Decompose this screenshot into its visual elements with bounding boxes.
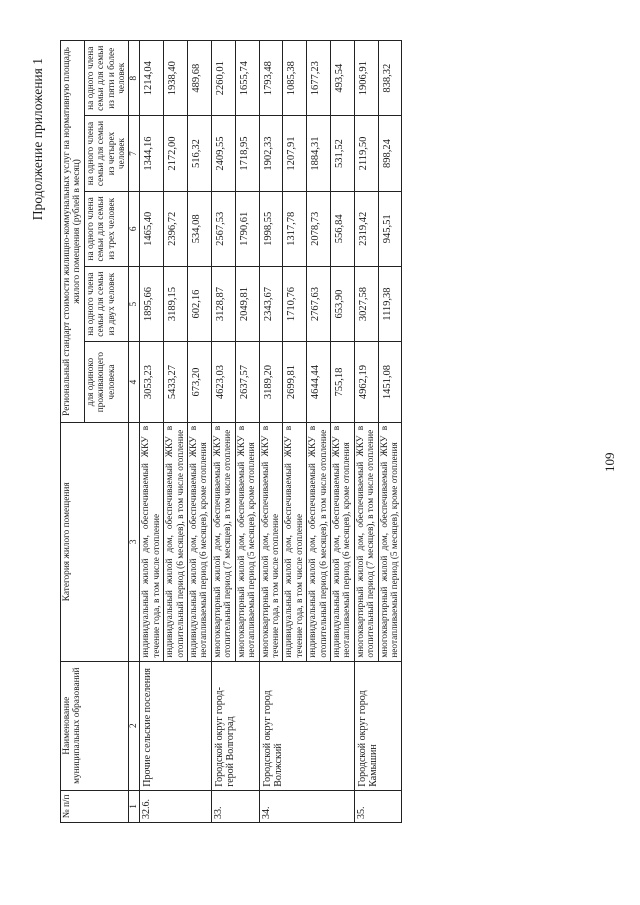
col-index: 5 bbox=[129, 266, 140, 341]
table-row bbox=[259, 41, 283, 823]
value-four: 1902,33 bbox=[259, 116, 283, 191]
value-single: 4644,44 bbox=[307, 342, 331, 423]
col-index: 4 bbox=[129, 342, 140, 423]
header-sub-1: для одиноко проживающего человека bbox=[84, 342, 129, 423]
value-five: 1677,23 bbox=[307, 41, 331, 116]
value-three: 556,84 bbox=[330, 191, 354, 266]
col-index: 8 bbox=[129, 41, 140, 116]
table-row bbox=[140, 41, 164, 823]
value-single: 2637,57 bbox=[235, 342, 259, 423]
header-standard: Региональный стандарт стоимости жилищно-коммунальных услуг на нормативную площадь жилого помещения (рублей в месяц) bbox=[61, 41, 85, 423]
value-four: 2119,50 bbox=[354, 116, 378, 191]
header-row-1 bbox=[61, 41, 85, 823]
value-single: 673,20 bbox=[188, 342, 212, 423]
value-three: 2319,42 bbox=[354, 191, 378, 266]
value-two: 1710,76 bbox=[283, 266, 307, 341]
table-row bbox=[211, 41, 235, 823]
value-three: 2567,53 bbox=[211, 191, 235, 266]
value-four: 531,52 bbox=[330, 116, 354, 191]
value-three: 534,08 bbox=[188, 191, 212, 266]
housing-category: индивидуальный жилой дом, обеспечиваемый ЖКУ в течение года, в том числе отопление bbox=[140, 422, 164, 661]
housing-category: индивидуальный жилой дом, обеспечиваемый ЖКУ в отопительный период (6 месяцев), в том числе отопление bbox=[164, 422, 188, 661]
value-single: 4962,19 bbox=[354, 342, 378, 423]
value-two: 3027,58 bbox=[354, 266, 378, 341]
value-five: 489,68 bbox=[188, 41, 212, 116]
municipality-name: Городской округ город-герой Волгоград bbox=[211, 661, 259, 790]
value-single: 3053,23 bbox=[140, 342, 164, 423]
header-no: № п/п bbox=[61, 790, 129, 822]
value-two: 2767,63 bbox=[307, 266, 331, 341]
municipality-name: Городской округ город Камышин bbox=[354, 661, 402, 790]
value-single: 4623,03 bbox=[211, 342, 235, 423]
value-two: 1119,38 bbox=[378, 266, 402, 341]
value-two: 1895,66 bbox=[140, 266, 164, 341]
value-five: 493,54 bbox=[330, 41, 354, 116]
column-index-row bbox=[129, 41, 140, 823]
value-two: 653,90 bbox=[330, 266, 354, 341]
value-four: 1884,31 bbox=[307, 116, 331, 191]
municipality-name: Городской округ город Волжский bbox=[259, 661, 354, 790]
value-five: 2260,01 bbox=[211, 41, 235, 116]
housing-category: многоквартирный жилой дом, обеспечиваемый ЖКУ в отопительный период (7 месяцев), в том числе отопление bbox=[211, 422, 235, 661]
col-index: 2 bbox=[129, 661, 140, 790]
value-five: 1906,91 bbox=[354, 41, 378, 116]
value-three: 945,51 bbox=[378, 191, 402, 266]
appendix-heading: Продолжение приложения 1 bbox=[30, 58, 45, 221]
table-row bbox=[354, 41, 378, 823]
header-sub-2: на одного члена семьи для семьи из двух человек bbox=[84, 266, 129, 341]
value-five: 1793,48 bbox=[259, 41, 283, 116]
row-number: 35. bbox=[354, 790, 402, 822]
value-two: 3128,87 bbox=[211, 266, 235, 341]
header-sub-5: на одного члена семьи для семьи из пяти и более человек bbox=[84, 41, 129, 116]
value-single: 1451,08 bbox=[378, 342, 402, 423]
header-category: Категория жилого помещения bbox=[61, 422, 129, 661]
value-five: 1655,74 bbox=[235, 41, 259, 116]
value-single: 3189,20 bbox=[259, 342, 283, 423]
value-single: 755,18 bbox=[330, 342, 354, 423]
value-single: 5433,27 bbox=[164, 342, 188, 423]
value-two: 2343,67 bbox=[259, 266, 283, 341]
housing-category: индивидуальный жилой дом, обеспечиваемый ЖКУ в неотапливаемый период (6 месяцев), кроме отопления bbox=[188, 422, 212, 661]
col-index: 7 bbox=[129, 116, 140, 191]
housing-category: многоквартирный жилой дом, обеспечиваемый ЖКУ в течение года, в том числе отопление bbox=[259, 422, 283, 661]
value-four: 1344,16 bbox=[140, 116, 164, 191]
value-five: 838,32 bbox=[378, 41, 402, 116]
page-number: 109 bbox=[602, 452, 617, 472]
col-index: 6 bbox=[129, 191, 140, 266]
col-index: 3 bbox=[129, 422, 140, 661]
municipality-name: Прочие сельские поселения bbox=[140, 661, 211, 790]
housing-category: многоквартирный жилой дом, обеспечиваемый ЖКУ в отопительный период (7 месяцев), в том числе отопление bbox=[354, 422, 378, 661]
housing-category: многоквартирный жилой дом, обеспечиваемый ЖКУ в неотапливаемый период (5 месяцев), кроме отопления bbox=[378, 422, 402, 661]
value-three: 1790,61 bbox=[235, 191, 259, 266]
row-number: 32.6. bbox=[140, 790, 211, 822]
value-two: 3189,15 bbox=[164, 266, 188, 341]
value-five: 1085,38 bbox=[283, 41, 307, 116]
housing-category: индивидуальный жилой дом, обеспечиваемый ЖКУ в отопительный период (6 месяцев), в том числе отопление bbox=[307, 422, 331, 661]
header-municipality: Наименование муниципальных образований bbox=[61, 661, 129, 790]
value-five: 1214,04 bbox=[140, 41, 164, 116]
value-two: 2049,81 bbox=[235, 266, 259, 341]
header-sub-3: на одного члена семьи для семьи из трех человек bbox=[84, 191, 129, 266]
row-number: 33. bbox=[211, 790, 259, 822]
value-two: 602,16 bbox=[188, 266, 212, 341]
value-four: 2172,00 bbox=[164, 116, 188, 191]
value-four: 1207,91 bbox=[283, 116, 307, 191]
housing-category: многоквартирный жилой дом, обеспечиваемый ЖКУ в неотапливаемый период (5 месяцев), кроме отопления bbox=[235, 422, 259, 661]
value-single: 2699,81 bbox=[283, 342, 307, 423]
housing-category: индивидуальный жилой дом, обеспечиваемый ЖКУ в течение года, в том числе отопление bbox=[283, 422, 307, 661]
row-number: 34. bbox=[259, 790, 354, 822]
value-three: 2396,72 bbox=[164, 191, 188, 266]
value-four: 2409,55 bbox=[211, 116, 235, 191]
value-four: 898,24 bbox=[378, 116, 402, 191]
value-four: 516,32 bbox=[188, 116, 212, 191]
housing-category: индивидуальный жилой дом, обеспечиваемый ЖКУ в неотапливаемый период (6 месяцев), кроме отопления bbox=[330, 422, 354, 661]
value-three: 1998,55 bbox=[259, 191, 283, 266]
value-three: 2078,73 bbox=[307, 191, 331, 266]
value-five: 1938,40 bbox=[164, 41, 188, 116]
col-index: 1 bbox=[129, 790, 140, 822]
header-sub-4: на одного члена семьи для семьи из четырех человек bbox=[84, 116, 129, 191]
value-three: 1465,40 bbox=[140, 191, 164, 266]
cost-standard-table bbox=[60, 40, 402, 823]
value-four: 1718,95 bbox=[235, 116, 259, 191]
value-three: 1317,78 bbox=[283, 191, 307, 266]
